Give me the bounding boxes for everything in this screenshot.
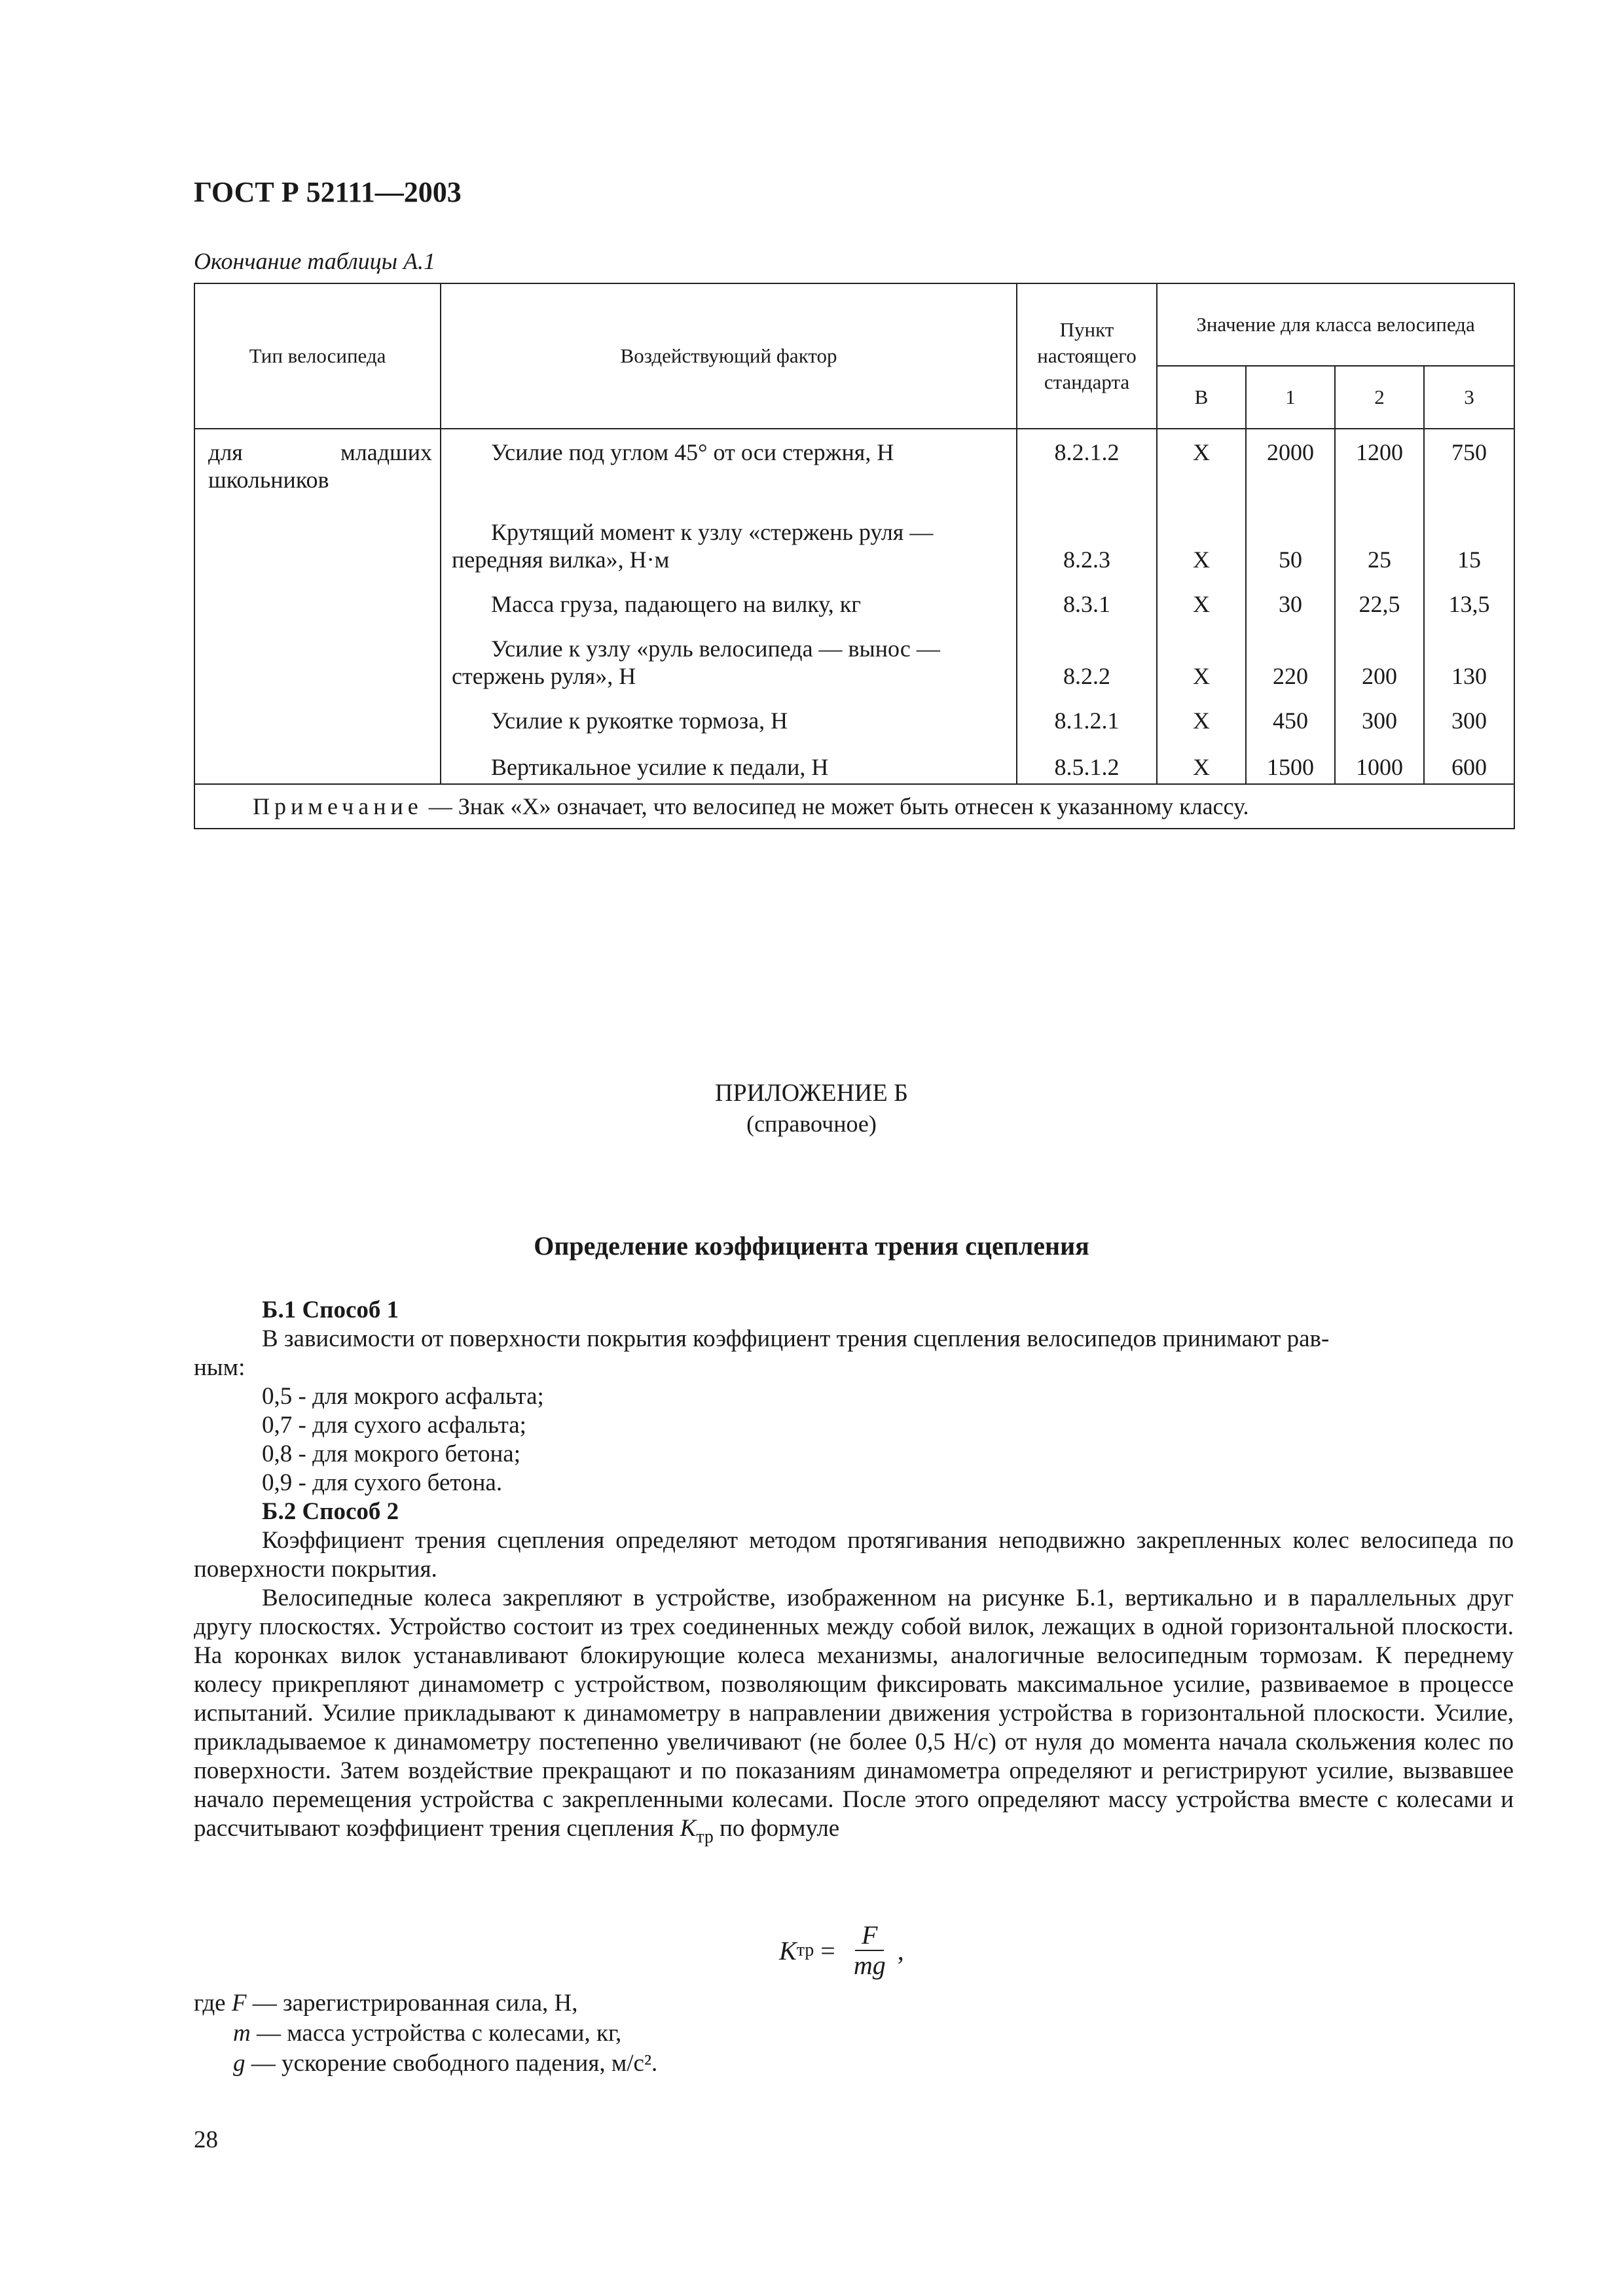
table-row-value-2: 22,5	[1335, 576, 1424, 620]
table-row-clause: 8.2.1.2	[1017, 429, 1157, 514]
bike-type-word1: для	[208, 439, 243, 465]
table-row-value-1: 220	[1246, 620, 1335, 692]
header-class-group: Значение для класса велосипеда	[1157, 283, 1514, 366]
table-row-clause: 8.2.2	[1017, 620, 1157, 692]
table-note-label: Примечание	[253, 793, 423, 819]
formula-equals: =	[814, 1935, 842, 1965]
method1-intro-line1: В зависимости от поверхности покрытия коэффициент трения сцепления велосипедов принимают рав-	[262, 1325, 1330, 1352]
formula-denominator: mg	[853, 1950, 886, 1980]
document-code: ГОСТ Р 52111—2003	[194, 176, 462, 208]
table-row-value-2: 1000	[1335, 737, 1424, 784]
list-item: 0,9 - для сухого бетона.	[262, 1469, 503, 1496]
table-row-value-b: X	[1157, 620, 1246, 692]
formula-tail: ,	[897, 1935, 904, 1965]
table-row-clause: 8.3.1	[1017, 576, 1157, 620]
friction-formula	[779, 1918, 904, 1983]
formula-numerator: F	[855, 1921, 884, 1951]
table-row-value-b: X	[1157, 692, 1246, 737]
spec-table	[194, 283, 1515, 829]
method1-heading: Б.1 Способ 1	[262, 1297, 399, 1323]
formula-legend	[194, 1988, 657, 2079]
page-number: 28	[194, 2126, 218, 2153]
table-row-value-3: 13,5	[1424, 576, 1514, 620]
table-row-value-1: 30	[1246, 576, 1335, 620]
table-row-value-b: X	[1157, 514, 1246, 576]
header-class-2: 2	[1335, 366, 1424, 429]
formula-lhs-sub: тр	[796, 1940, 814, 1960]
table-row-factor: Усилие под углом 45° от оси стержня, Н	[441, 429, 1017, 514]
section-title: Определение коэффициента трения сцепления	[534, 1231, 1089, 1261]
formula-fraction	[847, 1921, 892, 1980]
table-row-value-3: 600	[1424, 737, 1514, 784]
appendix-subtitle: (справочное)	[746, 1111, 877, 1137]
method2-heading: Б.2 Способ 2	[262, 1498, 399, 1525]
method2-paragraph-1: Коэффициент трения сцепления определяют методом протягивания неподвижно закрепленных колес велосипеда по поверхности покрытия.	[194, 1527, 1514, 1583]
table-row-value-1: 450	[1246, 692, 1335, 737]
table-row-value-3: 300	[1424, 692, 1514, 737]
table-row-clause: 8.2.3	[1017, 514, 1157, 576]
header-class-1: 1	[1246, 366, 1335, 429]
table-row-value-b: X	[1157, 576, 1246, 620]
friction-symbol: K	[680, 1815, 697, 1842]
table-row-value-3: 15	[1424, 514, 1514, 576]
table-row-value-2: 1200	[1335, 429, 1424, 514]
bike-type-cell	[194, 429, 441, 784]
header-class-3: 3	[1424, 366, 1514, 429]
table-row-value-b: X	[1157, 429, 1246, 514]
table-row-clause: 8.5.1.2	[1017, 737, 1157, 784]
table-row-factor: Усилие к узлу «руль велосипеда — вынос — стержень руля», Н	[441, 620, 1017, 692]
legend-item: m — масса устройства с колесами, кг,	[233, 2020, 622, 2047]
legend-item: где F — зарегистрированная сила, Н,	[194, 1990, 578, 2017]
table-row-factor: Крутящий момент к узлу «стержень руля — передняя вилка», Н·м	[441, 514, 1017, 576]
header-factor: Воздействующий фактор	[441, 283, 1017, 429]
table-caption: Окончание таблицы А.1	[194, 248, 436, 274]
table-row-value-2: 25	[1335, 514, 1424, 576]
header-bike-type: Тип велосипеда	[194, 283, 441, 429]
table-row-clause: 8.1.2.1	[1017, 692, 1157, 737]
method2-paragraph-2: Велосипедные колеса закрепляют в устройстве, изображенном на рисунке Б.1, вертикально и в параллельных друг другу плоскостях. Устройство состоит из трех соединенных между собой вилок, лежащих в одной горизонтальной плоскости. На коронках вилок устанавливают блокирующие колеса механизмы, аналогичные велосипедным тормозам. К переднему колесу прикрепляют динамометр с устройством, позволяющим фиксировать максимальное усилие, развиваемое в процессе испытаний. Усилие прикладывают к динамометру в направлении движения устройства в горизонтальной плоскости. Усилие, прикладываемое к динамометру постепенно увеличивают (не более 0,5 Н/с) от нуля до момента начала скольжения колес по поверхности. Затем воздействие прекращают и по показаниям динамометра определяют и регистрируют усилие, вызвавшее начало перемещения устройства с закрепленными колесами. После этого определяют массу устройства вместе с колесами и рассчитывают коэффициент трения сцепления $K_{тр}$ по формуле	[194, 1585, 1514, 1847]
list-item: 0,7 - для сухого асфальта;	[262, 1412, 526, 1439]
bike-type-word2: младших	[340, 439, 432, 465]
table-note	[194, 784, 1514, 829]
table-row-value-b: X	[1157, 737, 1246, 784]
method1-intro-line2: ным:	[194, 1354, 246, 1381]
table-note-text: — Знак «Х» означает, что велосипед не может быть отнесен к указанному классу.	[422, 793, 1249, 819]
table-row-value-2: 200	[1335, 620, 1424, 692]
table-row-factor: Усилие к рукоятке тормоза, Н	[441, 692, 1017, 737]
table-row-value-1: 2000	[1246, 429, 1335, 514]
table-row-value-3: 130	[1424, 620, 1514, 692]
table-row-value-3: 750	[1424, 429, 1514, 514]
list-item: 0,8 - для мокрого бетона;	[262, 1441, 520, 1467]
list-item: 0,5 - для мокрого асфальта;	[262, 1383, 544, 1410]
formula-lhs: K	[779, 1935, 797, 1965]
table-row-factor: Вертикальное усилие к педали, Н	[441, 737, 1017, 784]
bike-type-line2: школьников	[208, 467, 329, 493]
header-clause: Пункт настоящего стандарта	[1017, 283, 1157, 429]
table-row-factor: Масса груза, падающего на вилку, кг	[441, 576, 1017, 620]
appendix-body	[194, 1296, 1514, 1852]
table-row-value-1: 50	[1246, 514, 1335, 576]
legend-item: g — ускорение свободного падения, м/с².	[233, 2050, 658, 2077]
header-class-b: В	[1157, 366, 1246, 429]
table-row-value-2: 300	[1335, 692, 1424, 737]
table-row-value-1: 1500	[1246, 737, 1335, 784]
appendix-title: ПРИЛОЖЕНИЕ Б	[715, 1079, 908, 1107]
